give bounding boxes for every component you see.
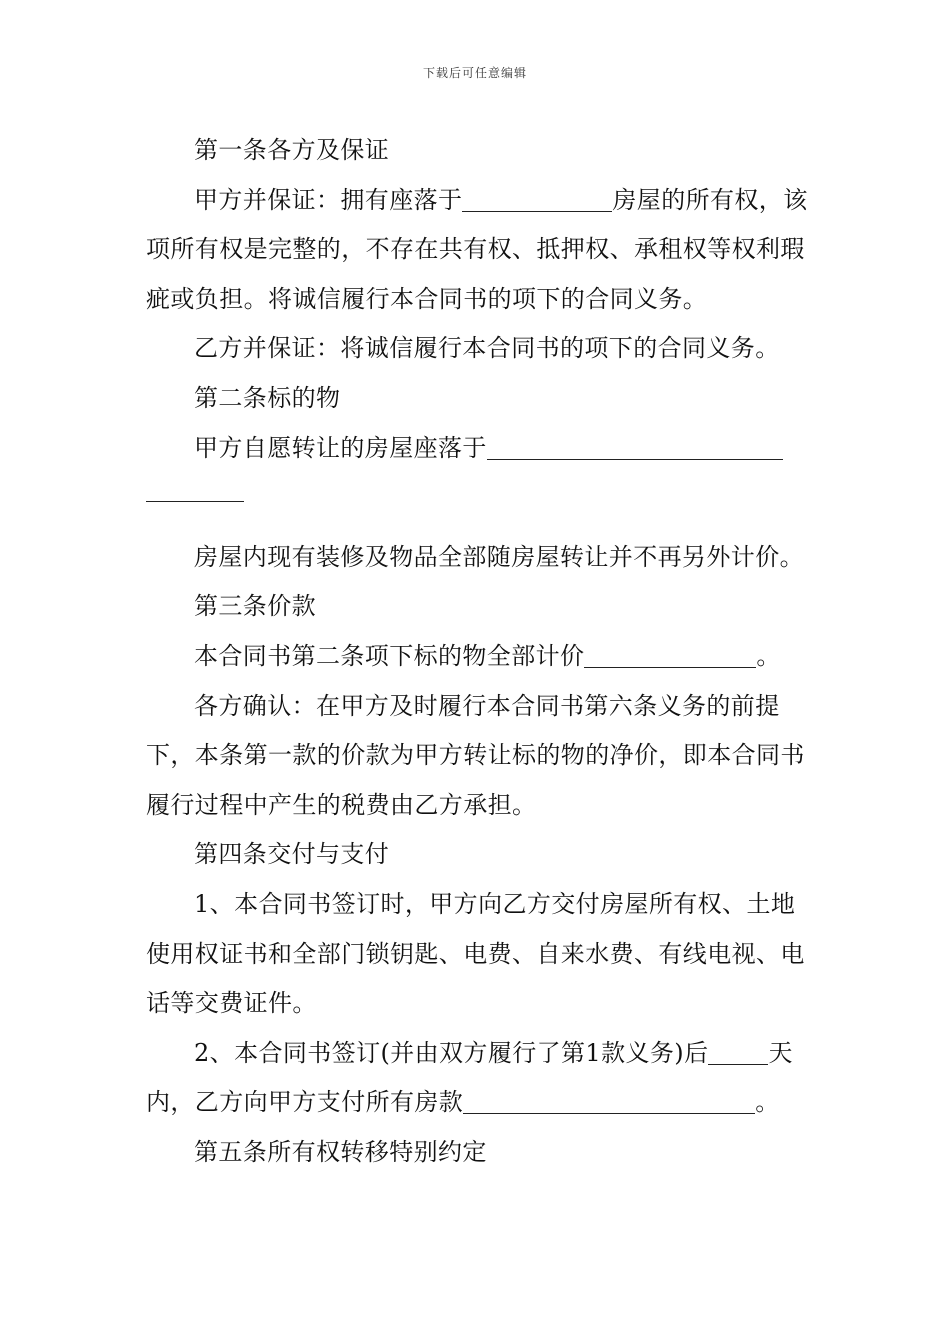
header-note: 下载后可任意编辑 <box>422 66 527 80</box>
article-4-title: 第四条交付与支付 <box>194 840 390 869</box>
article-3-title: 第三条价款 <box>194 592 316 621</box>
price-blank <box>584 641 756 668</box>
article-3-paragraph-1 <box>146 632 810 682</box>
article-3-p1-text-b: 。 <box>756 641 781 670</box>
article-2-paragraph-1 <box>146 424 810 474</box>
article-2-title: 第二条标的物 <box>194 383 341 412</box>
location-blank <box>462 185 612 212</box>
continuation-blank-line <box>146 473 810 523</box>
property-location-blank <box>487 433 783 460</box>
article-2-p1-text: 甲方自愿转让的房屋座落于 <box>194 433 487 462</box>
article-4-paragraph-2 <box>146 1029 810 1128</box>
article-4-p2-text-b: 天内，乙方向甲方支付所有房款 <box>146 1038 793 1117</box>
article-4-paragraph-1: 1、本合同书签订时，甲方向乙方交付房屋所有权、土地使用权证书和全部门锁钥匙、电费、自来水费、有线电视、电话等交费证件。 <box>146 889 805 1018</box>
article-1-paragraph-1 <box>146 176 810 325</box>
payment-amount-blank <box>463 1087 755 1114</box>
article-1-p1-text-b: 房屋的所有权，该项所有权是完整的，不存在共有权、抵押权、承租权等权利瑕疵或负担。将诚信履行本合同书的项下的合同义务。 <box>146 185 808 313</box>
article-3-p1-text-a: 本合同书第二条项下标的物全部计价 <box>194 641 585 670</box>
article-4-p2-text-c: 。 <box>755 1088 780 1117</box>
article-4-p2-text-a: 2、本合同书签订(并由双方履行了第1款义务)后 <box>194 1038 709 1067</box>
property-location-blank-continued <box>146 475 244 502</box>
article-3-paragraph-2: 各方确认：在甲方及时履行本合同书第六条义务的前提下，本条第一款的价款为甲方转让标的物的净价，即本合同书履行过程中产生的税费由乙方承担。 <box>146 691 805 819</box>
article-1-paragraph-2: 乙方并保证：将诚信履行本合同书的项下的合同义务。 <box>194 334 780 363</box>
article-1-title: 第一条各方及保证 <box>194 136 390 164</box>
contract-body <box>146 126 810 1177</box>
days-blank <box>708 1038 768 1065</box>
spacer <box>146 523 810 533</box>
article-2-paragraph-2: 房屋内现有装修及物品全部随房屋转让并不再另外计价。 <box>194 542 804 571</box>
article-5-title: 第五条所有权转移特别约定 <box>194 1137 487 1166</box>
article-1-p1-text-a: 甲方并保证：拥有座落于 <box>194 185 463 214</box>
